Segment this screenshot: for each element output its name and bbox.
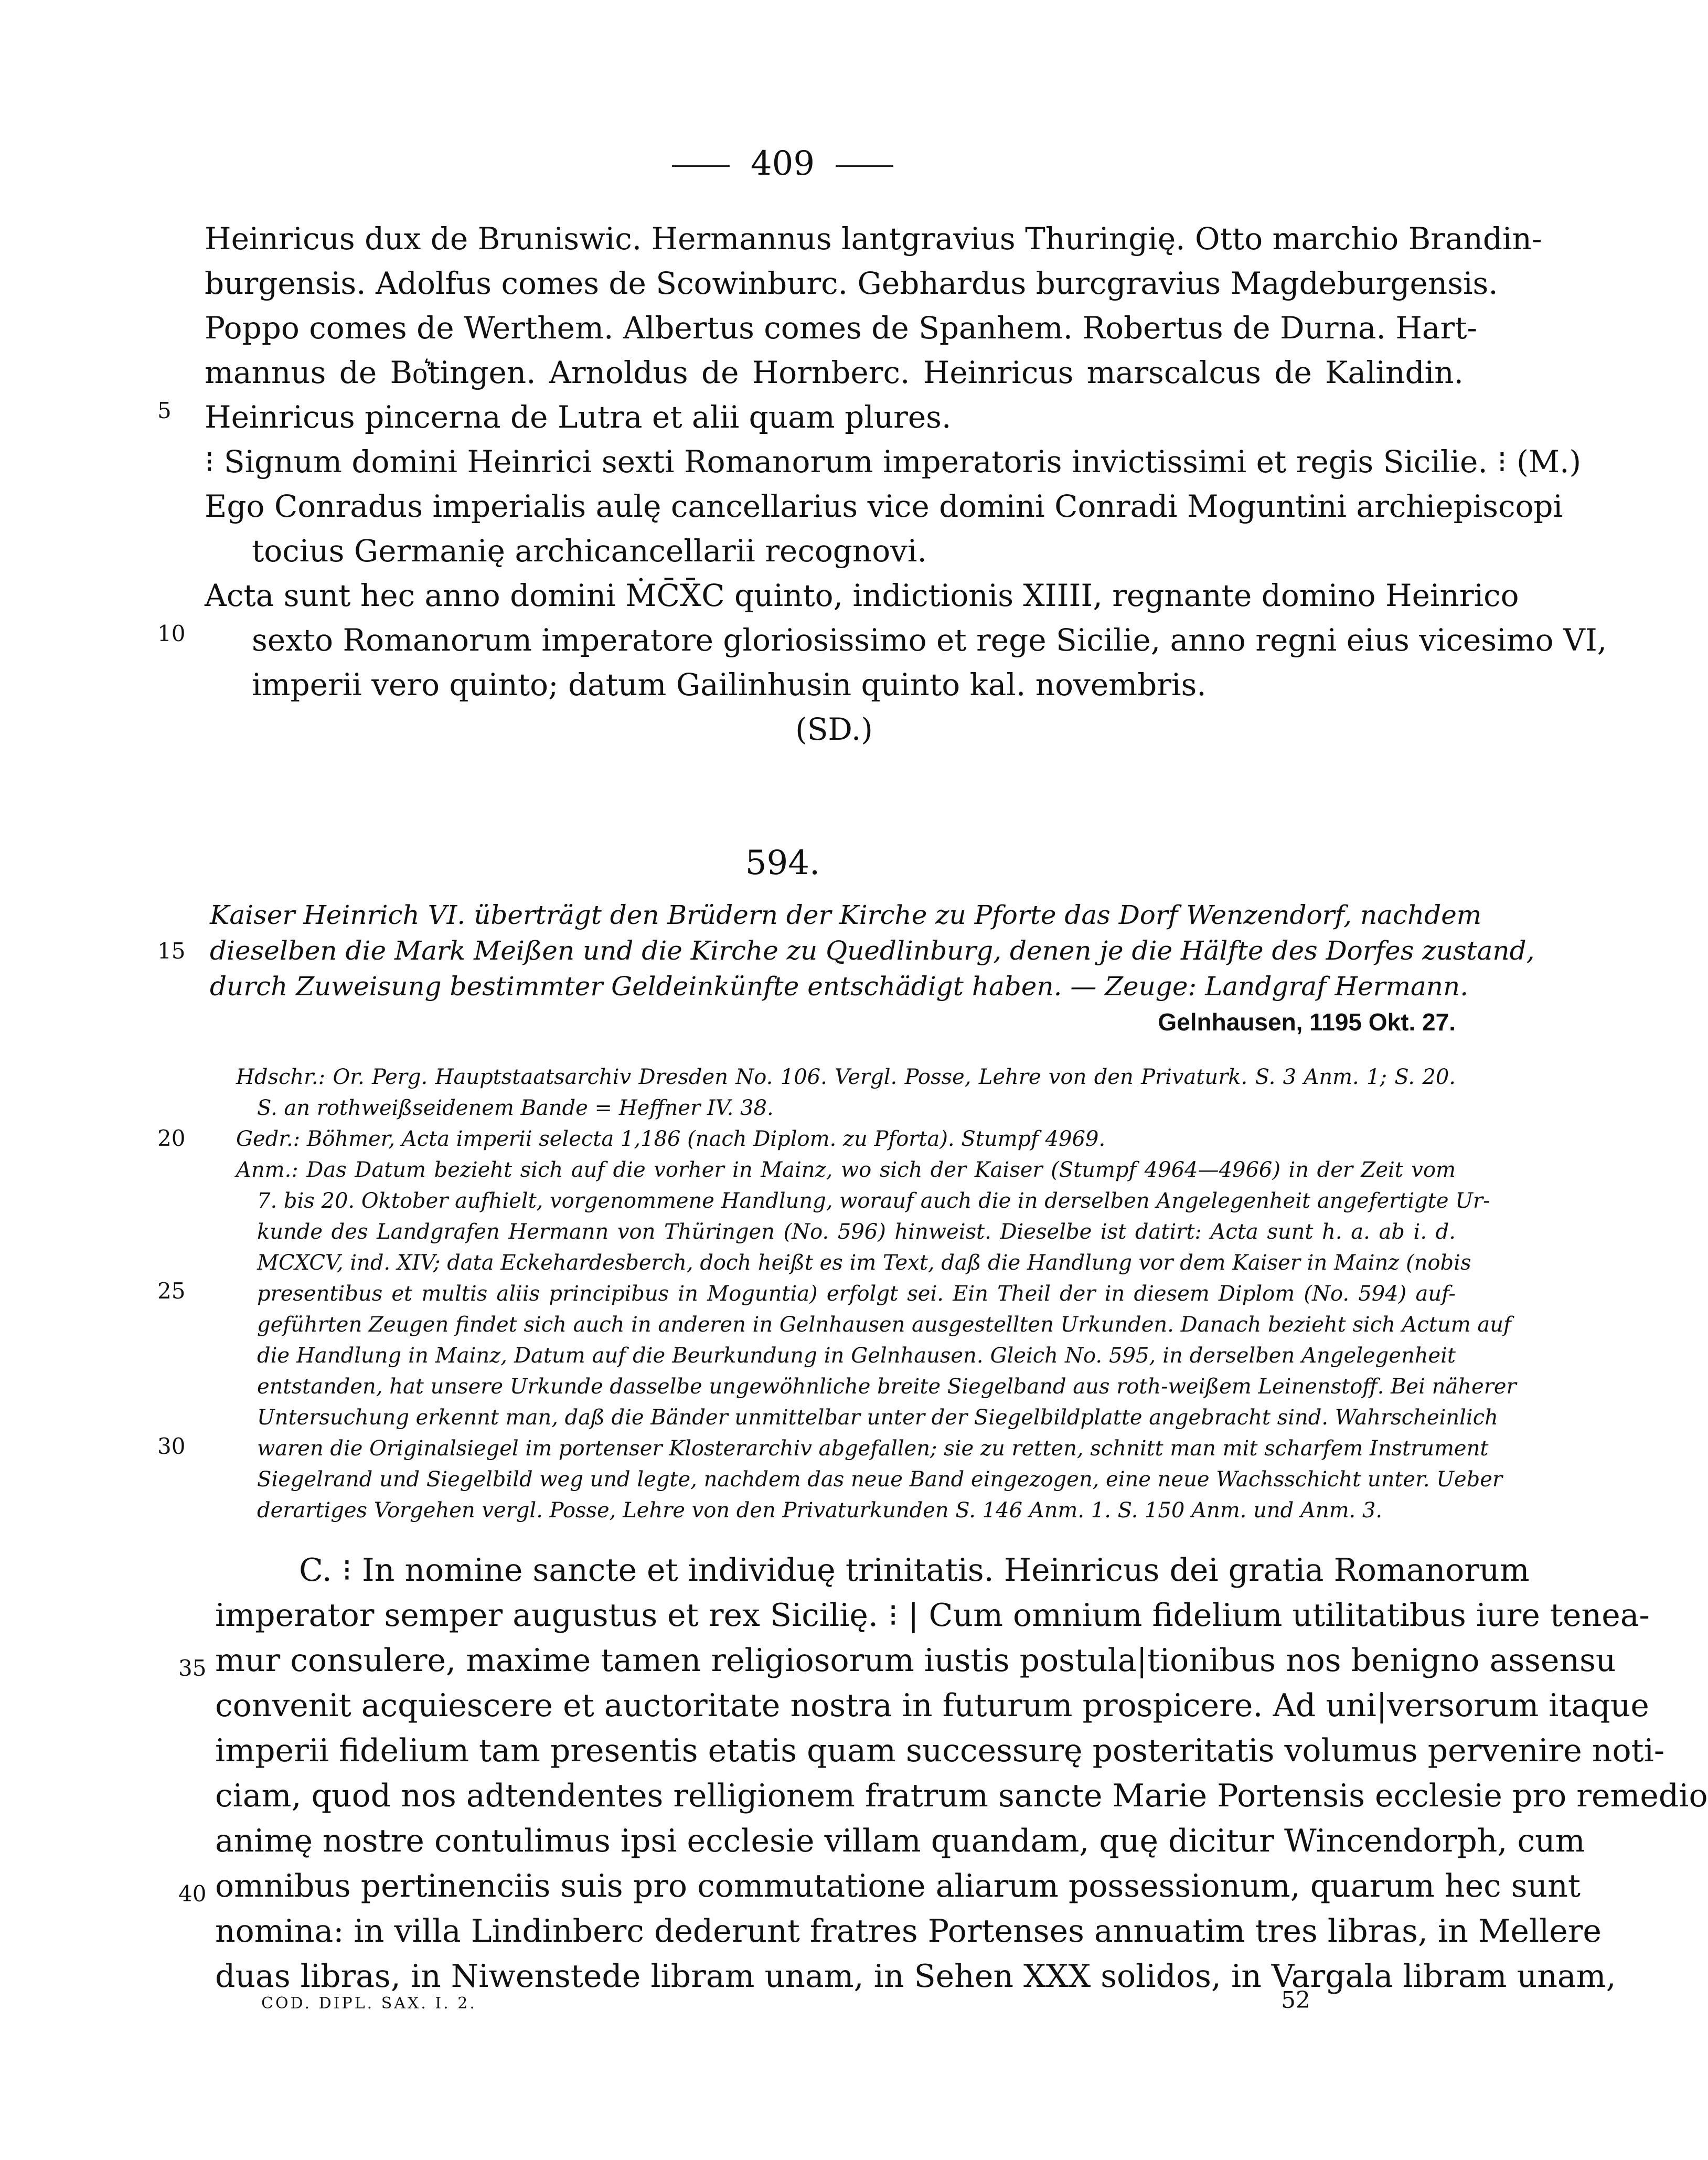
sheet-number: 52 [1281,1987,1310,2014]
line-number: 5 [157,398,172,423]
page-number: 409 [750,144,815,183]
signum-line: ⁝ Signum domini Heinrici sexti Romanorum imperatoris invictissimi et regis Sicilie. ⁝ (M.) [205,444,1582,480]
note-line: waren die Originalsiegel im portenser Klosterarchiv abgefallen; sie zu retten, schnitt man mit scharfem Instrument [257,1437,1489,1461]
charter-line: omnibus pertinenciis suis pro commutatione aliarum possessionum, quarum hec sunt [215,1868,1581,1904]
sd-note: (SD.) [795,711,873,747]
note-line: Siegelrand und Siegelbild weg und legte, nachdem das neue Band eingezogen, eine neue Wachsschicht unter. Ueber [257,1467,1503,1492]
text-line: Heinricus dux de Bruniswic. Hermannus lantgravius Thuringię. Otto marchio Brandin- [205,221,1542,257]
charter-line: convenit acquiescere et auctoritate nostra in futurum prospicere. Ad uni|versorum itaque [215,1687,1649,1724]
date-line: Acta sunt hec anno domini ṀC̄X̄C quinto, indictionis XIIII, regnante domino Heinrico [205,578,1519,613]
line-number: 20 [157,1125,186,1151]
note-line: Anm.: Das Datum bezieht sich auf die vorher in Mainz, wo sich der Kaiser (Stumpf 4964—4966) in der Zeit vom [236,1158,1456,1182]
charter-line: imperii fidelium tam presentis etatis quam successurę posteritatis volumus pervenire noti- [215,1732,1665,1769]
note-line: derartiges Vorgehen vergl. Posse, Lehre von den Privaturkunden S. 146 Anm. 1. S. 150 Anm. und Anm. 3. [257,1498,1383,1523]
note-line: die Handlung in Mainz, Datum auf die Beurkundung in Gelnhausen. Gleich No. 595, in derselben Angelegenheit [257,1344,1456,1368]
note-line: presentibus et multis aliis principibus in Moguntia) erfolgt sei. Ein Theil der in diesem Diplom (No. 594) auf- [257,1282,1456,1306]
witness-list-block [205,217,1607,752]
note-line: S. an rothweißseidenem Bande = Heffner IV. 38. [257,1096,774,1120]
regest-block [210,897,1535,1040]
charter-line: mur consulere, maxime tamen religiosorum iustis postula|tionibus nos benigno assensu [215,1642,1616,1679]
text-line: burgensis. Adolfus comes de Scowinburc. Gebhardus burcgravius Magdeburgensis. [205,265,1498,301]
line-number: 30 [157,1433,186,1459]
text-line: Heinricus pincerna de Lutra et alii quam plures. [205,399,952,435]
text-line: Poppo comes de Werthem. Albertus comes de Spanhem. Robertus de Durna. Hart- [205,310,1478,346]
charter-line: imperator semper augustus et rex Sicilię. ⁝ | Cum omnium fidelium utilitatibus iure tenea- [215,1597,1650,1634]
signature-mark: COD. DIPL. SAX. I. 2. [261,1994,477,2013]
document-number: 594. [745,844,820,882]
regest-line: Kaiser Heinrich VI. überträgt den Brüdern der Kirche zu Pforte das Dorf Wenzendorf, nachdem [210,900,1482,930]
line-number: 40 [178,1881,207,1907]
charter-line: C. ⁝ In nomine sancte et individuę trinitatis. Heinricus dei gratia Romanorum [299,1552,1530,1589]
recognition-line: tocius Germanię archicancellarii recognovi. [252,533,927,569]
charter-text [215,1548,1708,1999]
date-line: sexto Romanorum imperatore gloriosissimo et rege Sicilie, anno regni eius vicesimo VI, [252,622,1607,658]
line-number: 35 [178,1655,207,1681]
regest-line: dieselben die Mark Meißen und die Kirche zu Quedlinburg, denen je die Hälfte des Dorfes zustand, [210,935,1535,966]
regest-line: durch Zuweisung bestimmter Geldeinkünfte entschädigt haben. — Zeuge: Landgraf Hermann. [210,971,1469,1002]
line-number: 10 [157,621,186,646]
header-rule-right [836,165,893,167]
note-line: 7. bis 20. Oktober aufhielt, vorgenommene Handlung, worauf auch die in derselben Angelegenheit angefertigte Ur- [257,1189,1490,1213]
charter-line: animę nostre contulimus ipsi ecclesie villam quandam, quę dicitur Wincendorph, cum [215,1823,1585,1859]
place-date: Gelnhausen, 1195 Okt. 27. [1158,1008,1456,1036]
header-rule-left [672,165,730,167]
recognition-line: Ego Conradus imperialis aulę cancellarius vice domini Conradi Moguntini archiepiscopi [205,488,1563,524]
note-line: geführten Zeugen findet sich auch in anderen in Gelnhausen ausgestellten Urkunden. Danach bezieht sich Actum auf [257,1313,1511,1337]
note-line: kunde des Landgrafen Hermann von Thüringen (No. 596) hinweist. Dieselbe ist datirt: Acta sunt h. a. ab i. d. [257,1220,1456,1244]
note-line: MCXCV, ind. XIV; data Eckehardesberch, doch heißt es im Text, daß die Handlung vor dem Kaiser in Mainz (nobis [257,1251,1471,1275]
apparatus-notes [236,1062,1517,1526]
note-line: Gedr.: Böhmer, Acta imperii selecta 1,186 (nach Diplom. zu Pforta). Stumpf 4969. [236,1127,1106,1151]
note-line: Hdschr.: Or. Perg. Hauptstaatsarchiv Dresden No. 106. Vergl. Posse, Lehre von den Privaturk. S. 3 Anm. 1; S. 20. [236,1065,1456,1089]
line-number: 15 [157,938,186,964]
charter-line: nomina: in villa Lindinberc dederunt fratres Portenses annuatim tres libras, in Mellere [215,1913,1602,1950]
date-line: imperii vero quinto; datum Gailinhusin quinto kal. novembris. [252,667,1207,703]
note-line: Untersuchung erkennt man, daß die Bänder unmittelbar unter der Siegelbildplatte angebracht sind. Wahrscheinlich [257,1406,1498,1430]
line-number: 25 [157,1278,186,1304]
page-header [0,143,1565,185]
note-line: entstanden, hat unsere Urkunde dasselbe ungewöhnliche breite Siegelband aus roth-weißem Leinenstoff. Bei näherer [257,1375,1517,1399]
charter-line: duas libras, in Niwenstede libram unam, in Sehen XXX solidos, in Vargala libram unam, [215,1958,1616,1995]
text-line: mannus de Bo͛tingen. Arnoldus de Hornberc. Heinricus marscalcus de Kalindin. [205,355,1464,390]
charter-line: ciam, quod nos adtendentes relligionem fratrum sancte Marie Portensis ecclesie pro remedio [215,1778,1708,1814]
